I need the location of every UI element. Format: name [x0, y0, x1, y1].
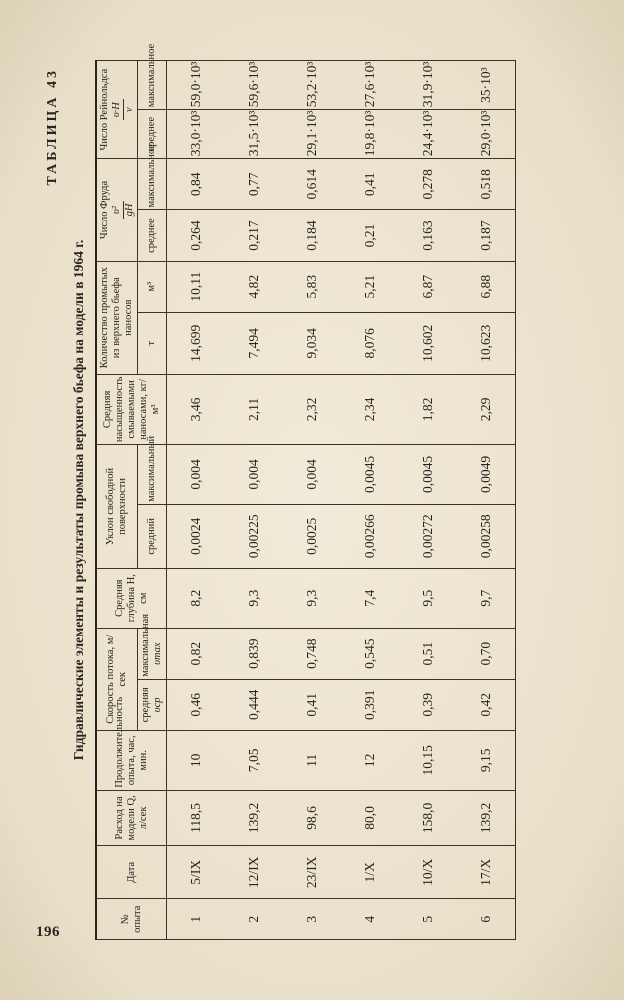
cell-date: 1/X	[341, 846, 399, 899]
cell-reynolds-avg: 29,1·10³	[283, 110, 341, 159]
cell-num: 6	[457, 899, 516, 940]
header-velocity-avg	[138, 679, 167, 730]
cell-slope-max: 0,004	[225, 445, 283, 505]
table-caption: Гидравлические элементы и результаты промыва верхнего бьефа на модели в 1964 г.	[71, 239, 86, 761]
page-number: 196	[36, 924, 60, 940]
table-row	[399, 61, 457, 940]
cell-quantity-m3: 4,82	[225, 261, 283, 312]
header-quantity-t: т	[138, 312, 167, 374]
cell-quantity-m3: 6,87	[399, 261, 457, 312]
cell-velocity-avg: 0,46	[167, 679, 226, 730]
header-velocity-max	[138, 613, 167, 679]
cell-froude-max: 0,614	[283, 159, 341, 210]
cell-depth: 7,4	[341, 568, 399, 628]
header-saturation: Средняя насыщенность смываемыми наносами, кг/м³	[96, 374, 167, 444]
cell-depth: 8,2	[167, 568, 226, 628]
cell-flow: 139,2	[457, 790, 516, 845]
header-depth: Средняя глубина H, см	[96, 568, 167, 628]
cell-saturation: 2,34	[341, 374, 399, 444]
cell-duration: 11	[283, 730, 341, 790]
cell-reynolds-avg: 31,5·10³	[225, 110, 283, 159]
cell-depth: 9,3	[225, 568, 283, 628]
cell-flow: 139,2	[225, 790, 283, 845]
cell-velocity-avg: 0,391	[341, 679, 399, 730]
table-row	[283, 61, 341, 940]
cell-quantity-m3: 5,83	[283, 261, 341, 312]
velocity-max-symbol: υmax	[152, 642, 164, 665]
cell-velocity-avg: 0,39	[399, 679, 457, 730]
cell-velocity-max: 0,748	[283, 628, 341, 679]
froude-formula	[111, 201, 135, 220]
cell-reynolds-max: 59,6·10³	[225, 61, 283, 110]
cell-flow: 98,6	[283, 790, 341, 845]
cell-velocity-max: 0,51	[399, 628, 457, 679]
cell-quantity-m3: 10,11	[167, 261, 226, 312]
cell-saturation: 2,29	[457, 374, 516, 444]
velocity-avg-symbol: υср	[152, 697, 164, 713]
velocity-max-label: максимальная	[140, 613, 152, 677]
header-num: № опыта	[96, 899, 167, 940]
table-label: ТАБЛИЦА 43	[45, 68, 60, 186]
cell-slope-avg: 0,0025	[283, 504, 341, 568]
cell-quantity-m3: 5,21	[341, 261, 399, 312]
header-froude	[96, 159, 138, 261]
reynolds-numerator: υ·H	[111, 99, 124, 120]
cell-slope-max: 0,0045	[399, 445, 457, 505]
cell-num: 4	[341, 899, 399, 940]
cell-quantity-t: 9,034	[283, 312, 341, 374]
cell-date: 12/IX	[225, 846, 283, 899]
cell-date: 5/IX	[167, 846, 226, 899]
cell-saturation: 2,11	[225, 374, 283, 444]
cell-saturation: 3,46	[167, 374, 226, 444]
cell-depth: 9,5	[399, 568, 457, 628]
cell-froude-max: 0,77	[225, 159, 283, 210]
cell-velocity-max: 0,70	[457, 628, 516, 679]
header-duration: Продолжительность опыта, час, мин.	[96, 730, 167, 790]
cell-duration: 12	[341, 730, 399, 790]
header-slope: Уклон свободной поверхности	[96, 445, 138, 569]
cell-slope-max: 0,004	[283, 445, 341, 505]
cell-quantity-t: 8,076	[341, 312, 399, 374]
cell-quantity-t: 14,699	[167, 312, 226, 374]
cell-froude-avg: 0,264	[167, 210, 226, 261]
cell-flow: 118,5	[167, 790, 226, 845]
cell-reynolds-avg: 19,8·10³	[341, 110, 399, 159]
cell-velocity-max: 0,839	[225, 628, 283, 679]
cell-num: 1	[167, 899, 226, 940]
cell-slope-max: 0,0045	[341, 445, 399, 505]
froude-title: Число Фруда	[99, 180, 111, 240]
cell-velocity-avg: 0,41	[283, 679, 341, 730]
cell-slope-avg: 0,00272	[399, 504, 457, 568]
cell-date: 10/X	[399, 846, 457, 899]
table-row	[167, 61, 226, 940]
cell-velocity-max: 0,82	[167, 628, 226, 679]
cell-slope-avg: 0,00225	[225, 504, 283, 568]
cell-froude-max: 0,41	[341, 159, 399, 210]
reynolds-title: Число Рейнольдса	[99, 68, 111, 151]
cell-saturation: 2,32	[283, 374, 341, 444]
cell-date: 17/X	[457, 846, 516, 899]
cell-slope-avg: 0,00266	[341, 504, 399, 568]
cell-froude-avg: 0,21	[341, 210, 399, 261]
header-date: Дата	[96, 846, 167, 899]
cell-date: 23/IX	[283, 846, 341, 899]
cell-slope-avg: 0,0024	[167, 504, 226, 568]
froude-denominator: gH	[123, 203, 135, 217]
cell-froude-avg: 0,217	[225, 210, 283, 261]
cell-quantity-t: 10,623	[457, 312, 516, 374]
cell-froude-avg: 0,163	[399, 210, 457, 261]
cell-slope-avg: 0,00258	[457, 504, 516, 568]
cell-reynolds-max: 53,2·10³	[283, 61, 341, 110]
cell-num: 2	[225, 899, 283, 940]
cell-duration: 10	[167, 730, 226, 790]
header-slope-max: максимальный	[138, 445, 167, 505]
cell-flow: 80,0	[341, 790, 399, 845]
froude-numerator: υ²	[111, 201, 124, 220]
header-froude-avg: среднее	[138, 210, 167, 261]
cell-reynolds-avg: 24,4·10³	[399, 110, 457, 159]
velocity-avg-label: средняя	[140, 687, 152, 723]
cell-froude-avg: 0,187	[457, 210, 516, 261]
rotated-table-block	[45, 43, 624, 940]
header-reynolds-avg: среднее	[138, 110, 167, 159]
cell-reynolds-avg: 33,0·10³	[167, 110, 226, 159]
cell-velocity-avg: 0,444	[225, 679, 283, 730]
cell-num: 3	[283, 899, 341, 940]
cell-reynolds-max: 59,0·10³	[167, 61, 226, 110]
header-velocity: Скорость потока, м/сек	[96, 628, 138, 730]
cell-depth: 9,3	[283, 568, 341, 628]
header-quantity: Количество промытых из верхнего бьефа наносов	[96, 261, 138, 374]
cell-duration: 7,05	[225, 730, 283, 790]
cell-slope-max: 0,004	[167, 445, 226, 505]
cell-quantity-m3: 6,88	[457, 261, 516, 312]
cell-reynolds-max: 35·10³	[457, 61, 516, 110]
cell-reynolds-avg: 29,0·10³	[457, 110, 516, 159]
cell-froude-max: 0,84	[167, 159, 226, 210]
cell-quantity-t: 10,602	[399, 312, 457, 374]
header-reynolds-max: максимальное	[138, 61, 167, 110]
cell-froude-max: 0,278	[399, 159, 457, 210]
table-row	[341, 61, 399, 940]
header-flow: Расход на модели Q, л/сек	[96, 790, 167, 845]
cell-num: 5	[399, 899, 457, 940]
cell-duration: 9,15	[457, 730, 516, 790]
table-row	[457, 61, 516, 940]
header-quantity-m3: м³	[138, 261, 167, 312]
reynolds-formula	[111, 99, 135, 120]
cell-depth: 9,7	[457, 568, 516, 628]
data-table	[95, 43, 516, 940]
cell-velocity-avg: 0,42	[457, 679, 516, 730]
cell-reynolds-max: 27,6·10³	[341, 61, 399, 110]
header-slope-avg: средний	[138, 504, 167, 568]
table-row	[225, 61, 283, 940]
header-froude-max: максимальное	[138, 159, 167, 210]
reynolds-denominator: ν	[123, 107, 135, 112]
cell-flow: 158,0	[399, 790, 457, 845]
cell-froude-avg: 0,184	[283, 210, 341, 261]
cell-froude-max: 0,518	[457, 159, 516, 210]
cell-slope-max: 0,0049	[457, 445, 516, 505]
cell-reynolds-max: 31,9·10³	[399, 61, 457, 110]
header-reynolds	[96, 61, 138, 159]
cell-velocity-max: 0,545	[341, 628, 399, 679]
cell-saturation: 1,82	[399, 374, 457, 444]
cell-quantity-t: 7,494	[225, 312, 283, 374]
cell-duration: 10,15	[399, 730, 457, 790]
